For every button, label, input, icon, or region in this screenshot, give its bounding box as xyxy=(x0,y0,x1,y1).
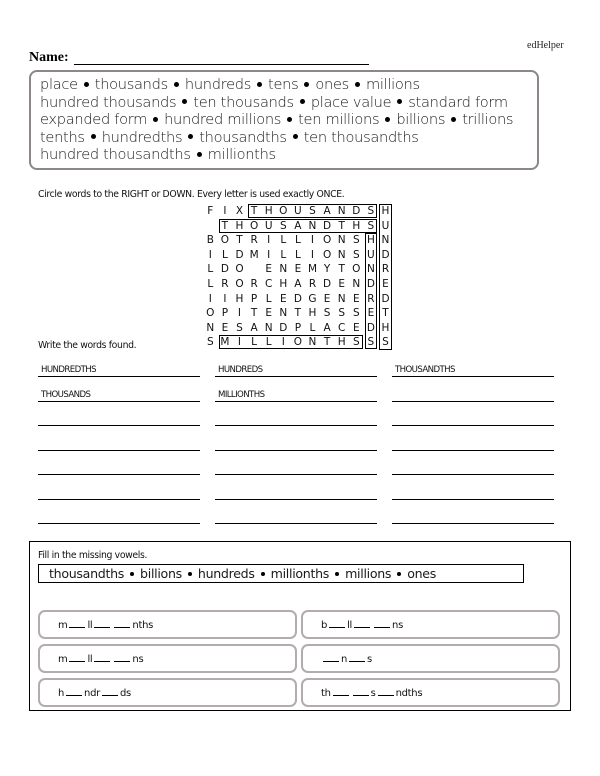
vowel-blank[interactable] xyxy=(354,618,370,628)
grid-letter[interactable]: A xyxy=(250,321,258,334)
word-bank-word: standard form xyxy=(408,93,508,111)
grid-letter[interactable]: I xyxy=(267,234,271,247)
grid-letter[interactable]: D xyxy=(366,321,375,334)
grid-letter[interactable]: O xyxy=(279,205,288,217)
word-bank-word: thousandths xyxy=(199,128,287,146)
grid-letter[interactable]: E xyxy=(382,278,389,290)
word-bank-line xyxy=(40,94,513,112)
bullet-icon xyxy=(153,117,158,122)
grid-letter[interactable]: H xyxy=(279,278,288,290)
grid-letter[interactable]: H xyxy=(381,321,390,334)
word-bank-word: millions xyxy=(365,76,420,93)
grid-letter[interactable]: I xyxy=(310,248,315,261)
vowel-blank[interactable] xyxy=(349,652,365,662)
answer-line[interactable] xyxy=(215,507,377,524)
grid-letter[interactable]: O xyxy=(249,219,259,232)
word-bank-word: ten thousandths xyxy=(303,128,419,146)
vowel-blank[interactable] xyxy=(114,652,130,662)
vowel-blank[interactable] xyxy=(102,686,118,696)
word-bank-word: millionths xyxy=(207,146,276,164)
vowel-bank-word: billions xyxy=(140,566,182,581)
grid-letter[interactable]: O xyxy=(322,248,332,261)
grid-letter[interactable]: O xyxy=(220,234,230,247)
answer-line[interactable] xyxy=(215,409,377,426)
answer-line[interactable] xyxy=(38,507,200,524)
grid-letter[interactable]: Y xyxy=(323,263,331,276)
grid-letter[interactable]: A xyxy=(294,278,302,290)
grid-letter[interactable]: T xyxy=(236,234,243,247)
word-bank-word: ones xyxy=(315,76,349,93)
vowel-blank[interactable] xyxy=(94,652,110,662)
grid-letter[interactable]: C xyxy=(265,278,273,290)
grid-letter[interactable]: B xyxy=(206,234,214,247)
word-bank-word: thousands xyxy=(94,76,168,93)
bullet-icon xyxy=(188,134,193,139)
grid-letter[interactable]: P xyxy=(294,321,302,334)
grid-letter[interactable]: P xyxy=(250,292,258,305)
grid-letter[interactable]: E xyxy=(294,263,302,276)
grid-letter[interactable]: L xyxy=(221,248,228,261)
word-bank-word: hundred millions xyxy=(164,111,282,129)
write-words-label: Write the words found. xyxy=(38,340,137,351)
word-bank-word: place value xyxy=(310,93,392,111)
puzzle-letters: ndths xyxy=(395,688,423,699)
grid-letter[interactable]: O xyxy=(206,307,215,320)
answer-line[interactable] xyxy=(215,360,377,377)
puzzle-letters: nths xyxy=(132,620,154,631)
answer-line[interactable] xyxy=(392,409,554,426)
answer-line[interactable] xyxy=(38,434,200,451)
puzzle-letters: ll xyxy=(87,654,93,665)
grid-letter[interactable]: X xyxy=(235,205,244,217)
grid-letter[interactable]: T xyxy=(250,205,258,217)
vowel-blank[interactable] xyxy=(114,618,130,628)
grid-letter[interactable]: H xyxy=(381,205,390,217)
grid-letter[interactable]: D xyxy=(220,263,229,276)
grid-letter[interactable]: N xyxy=(206,321,215,334)
grid-letter[interactable]: O xyxy=(322,234,332,247)
grid-letter[interactable]: I xyxy=(208,248,212,261)
grid-letter[interactable]: S xyxy=(382,336,389,349)
grid-letter[interactable]: E xyxy=(279,292,287,305)
bullet-icon xyxy=(287,117,292,122)
answer-line[interactable] xyxy=(392,434,554,451)
grid-letter[interactable]: L xyxy=(280,234,287,247)
grid-letter[interactable]: T xyxy=(382,307,389,320)
vowel-blank[interactable] xyxy=(69,618,85,628)
word-bank-word: tens xyxy=(268,76,299,93)
grid-letter[interactable]: M xyxy=(249,248,259,261)
answer-line[interactable] xyxy=(38,483,200,500)
vowel-blank[interactable] xyxy=(329,618,345,628)
word-bank-word: hundredths xyxy=(101,128,183,146)
grid-letter[interactable]: S xyxy=(236,321,243,334)
vowel-bank-word: hundreds xyxy=(197,566,255,581)
grid-letter[interactable]: S xyxy=(352,307,360,320)
bullet-icon xyxy=(335,572,339,576)
grid-letter[interactable]: N xyxy=(381,234,390,247)
grid-letter[interactable]: U xyxy=(294,205,302,217)
vowel-bank-word: millions xyxy=(345,566,392,581)
puzzle-letters: th xyxy=(321,688,331,699)
grid-letter[interactable]: L xyxy=(265,292,272,305)
bullet-icon xyxy=(257,82,262,87)
vowel-puzzle-card xyxy=(301,678,560,707)
found-word-box[interactable] xyxy=(219,335,363,349)
word-bank-word: ten millions xyxy=(298,111,380,129)
grid-letter[interactable]: N xyxy=(352,278,361,290)
vowel-blank[interactable] xyxy=(378,686,394,696)
vowel-puzzle-card xyxy=(38,610,297,639)
bullet-icon xyxy=(197,152,202,157)
puzzle-letters: s xyxy=(370,688,376,699)
grid-letter[interactable]: I xyxy=(208,292,212,305)
grid-letter[interactable]: E xyxy=(265,307,272,320)
word-bank-list xyxy=(40,76,513,164)
grid-letter[interactable]: F xyxy=(207,205,214,217)
grid-letter[interactable]: I xyxy=(281,336,285,349)
word-bank-word: hundreds xyxy=(184,76,252,93)
vowel-puzzle-text xyxy=(321,618,403,631)
grid-letter[interactable]: N xyxy=(366,263,375,276)
vowel-blank[interactable] xyxy=(374,618,390,628)
word-bank-word: trillions xyxy=(462,111,514,129)
grid-letter[interactable]: R xyxy=(308,278,317,290)
bullet-icon xyxy=(174,82,179,87)
puzzle-letters: ns xyxy=(392,620,403,631)
grid-letter[interactable]: S xyxy=(206,336,214,349)
grid-letter[interactable]: S xyxy=(352,336,360,349)
grid-letter[interactable]: L xyxy=(207,263,214,276)
answer-line[interactable] xyxy=(392,483,554,500)
grid-letter[interactable]: E xyxy=(221,321,229,334)
grid-letter[interactable]: S xyxy=(352,248,360,261)
found-word-box[interactable] xyxy=(248,204,377,218)
word-bank-line xyxy=(40,129,513,147)
word-bank-word: hundred thousandths xyxy=(40,146,191,164)
grid-letter[interactable]: H xyxy=(235,292,244,305)
grid-letter[interactable]: U xyxy=(381,219,390,232)
missing-vowels-title: Fill in the missing vowels. xyxy=(38,550,148,561)
grid-letter[interactable]: A xyxy=(323,321,331,334)
grid-letter[interactable]: H xyxy=(352,219,361,232)
bullet-icon xyxy=(293,134,298,139)
vowel-blank[interactable] xyxy=(353,686,369,696)
grid-letter[interactable]: N xyxy=(264,321,273,334)
vowel-word-bank xyxy=(38,564,524,583)
bullet-icon xyxy=(300,99,305,104)
found-word-box[interactable] xyxy=(365,233,378,349)
bullet-icon xyxy=(355,82,360,87)
grid-letter[interactable]: U xyxy=(264,219,273,232)
grid-letter[interactable]: T xyxy=(338,219,345,232)
grid-letter[interactable]: E xyxy=(265,263,272,276)
answer-line[interactable] xyxy=(392,507,554,524)
grid-letter[interactable]: I xyxy=(267,248,271,261)
vowel-puzzle-text xyxy=(58,686,131,699)
word-bank-word: place xyxy=(40,76,78,93)
bullet-icon xyxy=(397,572,401,576)
grid-letter[interactable]: T xyxy=(323,336,331,349)
grid-letter[interactable]: S xyxy=(323,307,331,320)
grid-letter[interactable]: L xyxy=(265,336,272,349)
puzzle-letters: m xyxy=(58,654,68,665)
bullet-icon xyxy=(130,572,134,576)
answer-line[interactable] xyxy=(392,360,554,377)
bullet-icon xyxy=(304,82,309,87)
grid-letter[interactable]: H xyxy=(337,336,346,349)
word-bank-word: tenths xyxy=(40,128,85,146)
grid-letter[interactable]: E xyxy=(323,292,331,305)
answer-line[interactable] xyxy=(392,385,554,402)
vowel-blank[interactable] xyxy=(333,686,349,696)
answer-text: HUNDREDS xyxy=(218,365,263,375)
word-bank-word: expanded form xyxy=(40,111,148,129)
grid-letter[interactable]: T xyxy=(294,307,302,320)
grid-letter[interactable]: H xyxy=(264,205,273,217)
vowel-puzzle-text xyxy=(321,686,422,699)
grid-letter[interactable]: D xyxy=(352,205,361,217)
word-search-grid xyxy=(203,204,403,354)
bullet-icon xyxy=(91,134,96,139)
grid-letter[interactable]: H xyxy=(235,219,244,232)
grid-letter[interactable]: R xyxy=(250,234,258,247)
vowel-blank[interactable] xyxy=(66,686,82,696)
grid-letter[interactable]: R xyxy=(221,278,229,290)
puzzle-letters: ll xyxy=(87,620,93,631)
vowel-puzzle-text xyxy=(58,618,153,631)
grid-letter[interactable]: I xyxy=(223,205,227,217)
bullet-icon xyxy=(397,99,402,104)
grid-letter[interactable]: O xyxy=(235,263,244,276)
brand-label: edHelper xyxy=(527,40,564,51)
word-bank-line xyxy=(40,146,513,164)
grid-letter[interactable]: D xyxy=(366,278,375,290)
grid-letter[interactable]: D xyxy=(381,248,390,261)
grid-letter[interactable]: E xyxy=(338,278,345,290)
word-bank-word: billions xyxy=(396,111,446,129)
grid-letter[interactable]: S xyxy=(367,219,375,232)
puzzle-letters: m xyxy=(58,620,68,631)
answer-text: THOUSANDTHS xyxy=(395,365,455,375)
word-bank-word: hundred thousands xyxy=(40,93,177,111)
grid-letter[interactable]: M xyxy=(220,336,230,349)
grid-letter[interactable]: S xyxy=(309,205,316,217)
grid-letter[interactable]: A xyxy=(294,219,302,232)
grid-letter[interactable]: L xyxy=(309,321,316,334)
answer-line[interactable] xyxy=(38,385,200,402)
found-word-box[interactable] xyxy=(379,204,392,350)
grid-letter[interactable]: N xyxy=(337,234,346,247)
grid-letter[interactable]: S xyxy=(279,219,287,232)
grid-letter[interactable]: R xyxy=(367,292,375,305)
grid-letter[interactable]: D xyxy=(381,292,390,305)
puzzle-letters: h xyxy=(58,688,65,699)
bullet-icon xyxy=(451,117,456,122)
grid-letter[interactable]: N xyxy=(337,248,346,261)
answer-line[interactable] xyxy=(38,458,200,475)
bullet-icon xyxy=(188,572,192,576)
grid-letter[interactable]: N xyxy=(337,292,346,305)
grid-letter[interactable]: S xyxy=(352,234,360,247)
answer-line[interactable] xyxy=(215,434,377,451)
grid-letter[interactable]: D xyxy=(235,248,244,261)
grid-letter[interactable]: E xyxy=(367,307,375,320)
grid-letter[interactable]: S xyxy=(338,307,346,320)
puzzle-letters: ns xyxy=(132,654,144,665)
grid-letter[interactable]: I xyxy=(223,292,227,305)
puzzle-letters: ll xyxy=(347,620,353,631)
grid-letter[interactable]: L xyxy=(280,248,287,261)
grid-letter[interactable]: T xyxy=(250,307,258,320)
answer-line[interactable] xyxy=(38,360,200,377)
found-word-box[interactable] xyxy=(219,219,378,233)
puzzle-letters: ndr xyxy=(84,688,100,699)
answer-line[interactable] xyxy=(215,458,377,475)
vowel-bank-word: ones xyxy=(407,566,436,581)
vowel-puzzle-card xyxy=(301,644,560,673)
grid-letter[interactable]: L xyxy=(294,248,301,261)
grid-letter[interactable]: O xyxy=(352,263,361,276)
grid-letter[interactable]: R xyxy=(250,278,258,290)
grid-letter[interactable]: U xyxy=(367,248,375,261)
answer-text: THOUSANDS xyxy=(41,389,91,400)
grid-letter[interactable]: D xyxy=(293,292,302,305)
grid-letter[interactable]: S xyxy=(367,336,375,349)
name-field[interactable] xyxy=(74,64,369,65)
grid-letter[interactable]: N xyxy=(279,263,288,276)
grid-letter[interactable]: I xyxy=(237,307,242,320)
grid-letter[interactable]: T xyxy=(338,263,345,276)
bullet-icon xyxy=(261,572,265,576)
vowel-word-bank-list xyxy=(49,565,436,582)
word-bank xyxy=(29,70,539,170)
answer-line[interactable] xyxy=(38,409,200,426)
grid-letter[interactable]: N xyxy=(308,336,317,349)
grid-letter[interactable]: A xyxy=(323,205,331,217)
grid-letter[interactable]: O xyxy=(235,278,244,290)
puzzle-letters: n xyxy=(341,654,348,665)
answer-line[interactable] xyxy=(215,385,377,402)
puzzle-letters: s xyxy=(367,654,372,665)
grid-letter[interactable]: N xyxy=(279,307,288,320)
word-bank-line xyxy=(40,76,513,94)
grid-letter[interactable]: D xyxy=(323,278,332,290)
grid-letter[interactable]: D xyxy=(323,219,332,232)
vowel-puzzle-card xyxy=(38,644,297,673)
grid-letter[interactable]: E xyxy=(352,292,360,305)
grid-letter[interactable]: L xyxy=(251,336,258,349)
grid-letter[interactable]: D xyxy=(279,321,288,334)
grid-letter[interactable]: E xyxy=(352,321,360,334)
grid-letter[interactable]: L xyxy=(207,278,214,290)
vowel-bank-word: millionths xyxy=(270,566,330,581)
grid-letter[interactable]: P xyxy=(221,307,229,320)
bullet-icon xyxy=(84,82,89,87)
bullet-icon xyxy=(182,99,187,104)
answer-text: MILLIONTHS xyxy=(218,389,265,400)
grid-letter[interactable]: I xyxy=(237,336,242,349)
bullet-icon xyxy=(385,117,390,122)
word-bank-word: ten thousands xyxy=(193,93,294,111)
grid-letter[interactable]: L xyxy=(294,234,301,247)
word-search-instructions: Circle words to the RIGHT or DOWN. Every letter is used exactly ONCE. xyxy=(38,189,345,200)
puzzle-letters: ds xyxy=(119,688,131,699)
word-bank-line xyxy=(40,111,513,129)
vowel-puzzle-text xyxy=(58,652,143,665)
name-label: Name: xyxy=(29,50,69,65)
grid-letter[interactable]: G xyxy=(308,292,317,305)
vowel-bank-word: thousandths xyxy=(49,566,125,581)
grid-letter[interactable]: N xyxy=(337,205,346,217)
vowel-puzzle-text xyxy=(321,652,372,665)
vowel-puzzle-card xyxy=(301,610,560,639)
grid-letter[interactable]: M xyxy=(307,263,318,276)
grid-letter[interactable]: T xyxy=(221,219,229,232)
grid-letter[interactable]: N xyxy=(308,219,317,232)
grid-letter[interactable]: H xyxy=(308,307,317,320)
vowel-puzzle-card xyxy=(38,678,297,707)
grid-letter[interactable]: R xyxy=(381,263,390,276)
grid-letter[interactable]: I xyxy=(310,234,315,247)
grid-letter[interactable]: H xyxy=(366,234,375,247)
puzzle-letters: b xyxy=(321,620,328,631)
vowel-blank[interactable] xyxy=(94,618,110,628)
vowel-blank[interactable] xyxy=(323,652,339,662)
vowel-blank[interactable] xyxy=(69,652,85,662)
answer-line[interactable] xyxy=(392,458,554,475)
grid-letter[interactable]: C xyxy=(338,321,346,334)
grid-letter[interactable]: S xyxy=(367,205,375,217)
answer-line[interactable] xyxy=(215,483,377,500)
grid-letter[interactable]: O xyxy=(293,336,303,349)
answer-text: HUNDREDTHS xyxy=(41,365,96,375)
